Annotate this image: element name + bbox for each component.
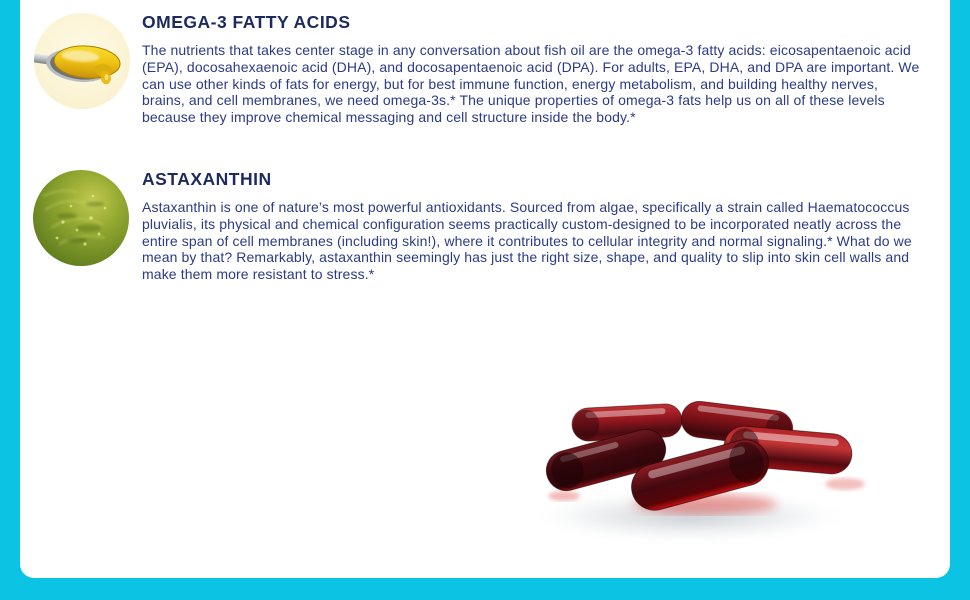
section-astaxanthin bbox=[142, 169, 920, 283]
fish-oil-spoon-image bbox=[34, 13, 130, 109]
astaxanthin-heading: ASTAXANTHIN bbox=[142, 169, 272, 189]
omega3-body-text: The nutrients that takes center stage in any conversation about fish oil are the omega-3 fatty acids: eicosapentaenoic acid (EPA), docosahexaenoic acid (DHA), and docosapentaenoic acid (DPA). For adults, EPA, DHA, and DPA are important. We can use other kinds of fats for energy, but for best immune function, energy metabolism, and building healthy nerves, brains, and cell membranes, we need omega-3s.* The unique properties of omega-3 fats help us on all of these levels because they improve chemical messaging and cell structure inside the body.* bbox=[142, 42, 920, 126]
fish-oil-spoon-illustration bbox=[34, 13, 130, 109]
content-panel bbox=[20, 0, 950, 578]
algae-image bbox=[33, 170, 129, 266]
algae-texture-illustration bbox=[33, 170, 129, 266]
red-softgels-image bbox=[500, 380, 910, 572]
astaxanthin-body-text: Astaxanthin is one of nature’s most powerful antioxidants. Sourced from algae, specifically a strain called Haematococcus pluvialis, its physical and chemical configuration seems practically custom-designed to be incorporated neatly across the entire span of cell membranes (including skin!), where it contributes to cellular integrity and normal signaling.* What do we mean by that? Remarkably, astaxanthin seemingly has just the right size, shape, and quality to slip into skin cell walls and make them more resistant to stress.* bbox=[142, 199, 912, 283]
red-softgels-illustration bbox=[500, 380, 910, 572]
section-omega3 bbox=[142, 12, 920, 126]
omega3-heading: OMEGA-3 FATTY ACIDS bbox=[142, 12, 351, 32]
